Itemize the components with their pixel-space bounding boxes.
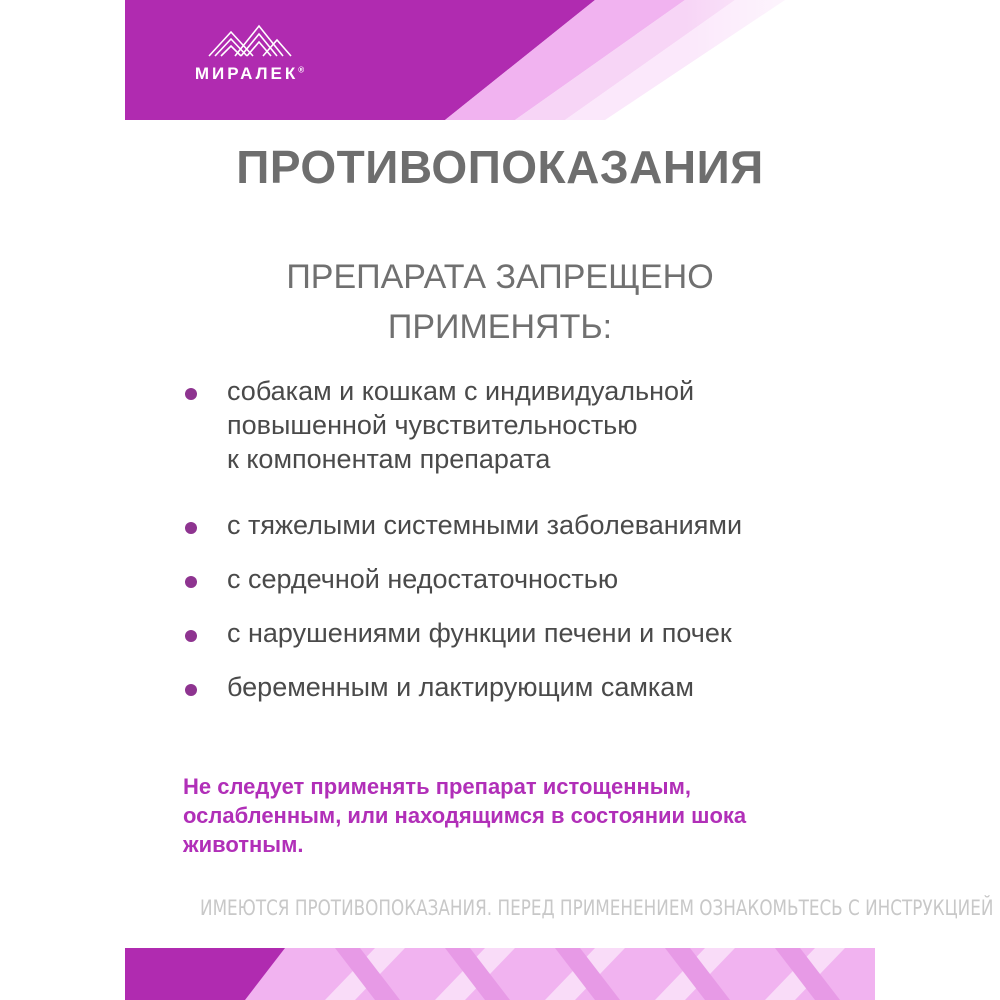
warning-line: Не следует применять препарат истощенным, [183,774,691,799]
subtitle [125,252,875,352]
list-item-line: с сердечной недостаточностью [227,564,619,594]
subtitle-line-1: ПРЕПАРАТА ЗАПРЕЩЕНО [286,258,714,296]
list-item [185,616,825,650]
disclaimer-text: ИМЕЮТСЯ ПРОТИВОПОКАЗАНИЯ. ПЕРЕД ПРИМЕНЕНИЕМ ОЗНАКОМЬТЕСЬ С ИНСТРУКЦИЕЙ [200,896,994,920]
dot-icon [185,684,197,696]
dot-icon [185,576,197,588]
page-title: ПРОТИВОПОКАЗАНИЯ [236,141,764,193]
list-item-line: с нарушениями функции печени и почек [227,618,732,648]
list-item-line: повышенной чувствительностью [227,410,638,440]
list-item-line: беременным и лактирующим самкам [227,672,694,702]
brand-name-text: МИРАЛЕК [194,64,299,83]
dot-icon [185,630,197,642]
mountains-icon [207,22,293,58]
brand-logo [177,22,322,92]
subtitle-line-2: ПРИМЕНЯТЬ: [387,308,613,346]
list-item [185,374,825,476]
list-item-line: собакам и кошкам с индивидуальной [227,376,695,406]
warning-line: ослабленным, или находящимся в состоянии шока [183,803,747,828]
list-item [185,508,825,542]
brand-name [177,64,322,84]
contraindications-list [185,374,825,704]
list-item-line: к компонентам препарата [227,444,551,474]
registered-mark: ® [298,65,305,75]
list-item-line: с тяжелыми системными заболеваниями [227,510,743,540]
warning-line: животным. [183,832,304,857]
list-item [185,562,825,596]
list-item [185,670,825,704]
dot-icon [185,388,197,400]
bottom-decorative-band [125,948,875,1000]
dot-icon [185,522,197,534]
warning-note [183,772,843,859]
info-card [125,0,994,1000]
